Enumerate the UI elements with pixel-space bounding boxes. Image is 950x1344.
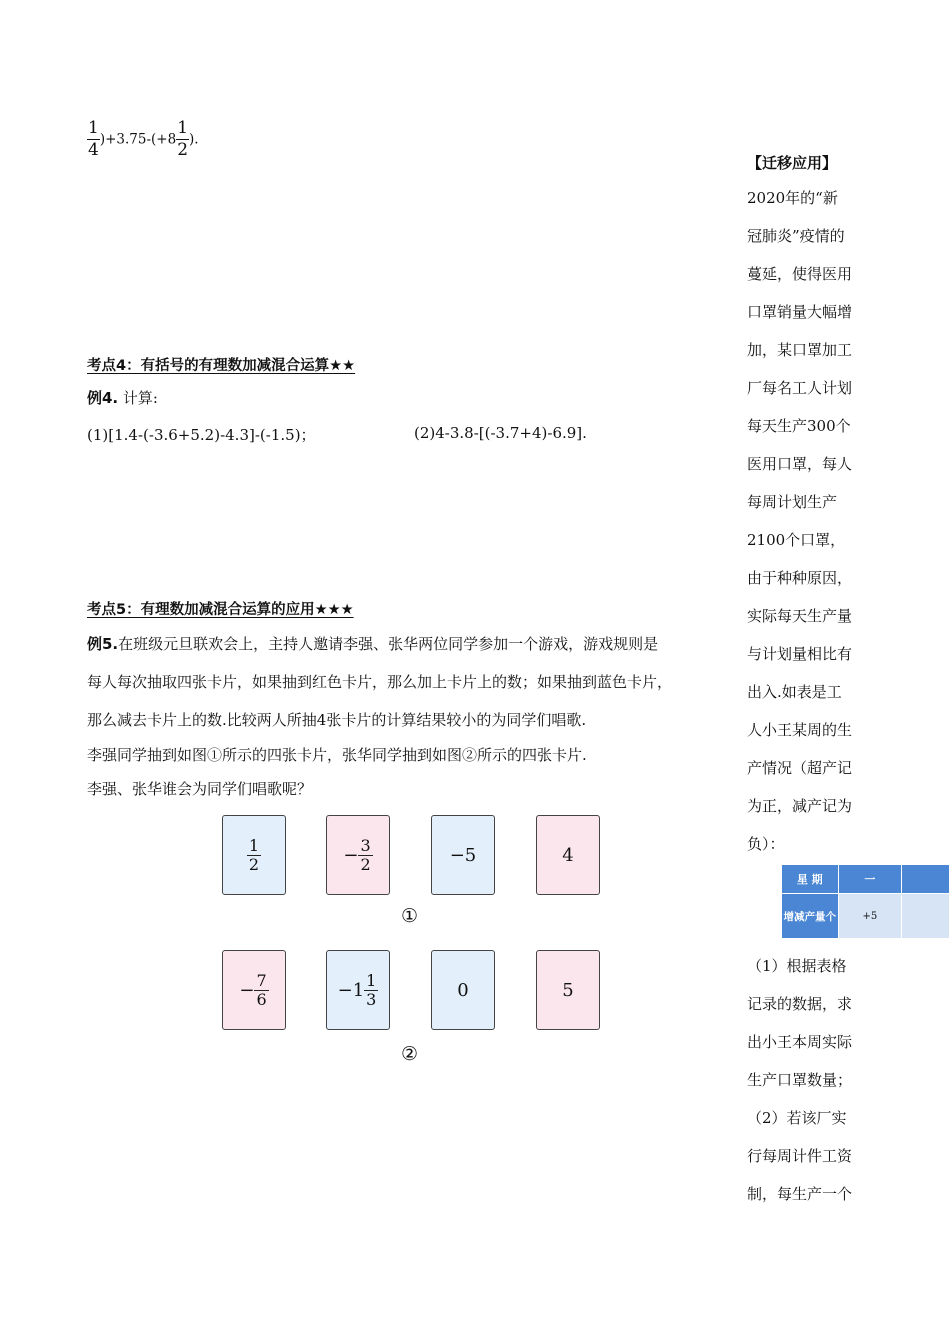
sidebar-line: 产情况（超产记 [747, 759, 853, 777]
sidebar-line: 医用口罩，每人 [747, 455, 853, 473]
sidebar-line: （1）根据表格 [747, 957, 847, 975]
card-value: 5 [562, 979, 574, 1001]
card-fraction [358, 835, 372, 874]
sidebar-line: 记录的数据，求 [747, 995, 853, 1013]
figure-label-1: ① [401, 905, 419, 927]
sidebar-line: 制，每生产一个 [747, 1185, 853, 1203]
example5-line-3: 那么减去卡片上的数.比较两人所抽4张卡片的计算结果较小的为同学们唱歌. [87, 711, 587, 729]
card-value: 0 [457, 979, 469, 1001]
card-value: 4 [562, 844, 574, 866]
sidebar-line: （2）若该厂实 [747, 1109, 847, 1127]
sidebar-line: 负）： [747, 835, 785, 853]
sidebar-line: 厂每名工人计划 [747, 379, 853, 397]
sidebar-line: 每天生产300个 [747, 417, 851, 435]
figure-label-2: ② [401, 1043, 419, 1065]
table-row [782, 894, 950, 939]
table-cell-next [902, 894, 950, 939]
numerator: 1 [366, 970, 377, 990]
numerator: 1 [248, 835, 260, 855]
week-table [781, 864, 950, 939]
example5-line-4: 李强同学抽到如图①所示的四张卡片，张华同学抽到如图②所示的四张卡片. [87, 746, 587, 764]
sidebar-line: 为正，减产记为 [747, 797, 853, 815]
card-sign: − [239, 979, 255, 1001]
card-fraction [247, 835, 261, 874]
expression-middle: )+3.75-(+8 [99, 131, 177, 148]
example5-label: 例5. [87, 635, 119, 653]
example5-line-1 [87, 633, 658, 654]
table-header-row [782, 865, 950, 894]
example4 [87, 387, 158, 408]
table-header-next [902, 865, 950, 894]
numerator: 1 [177, 118, 189, 138]
card-whole: −1 [337, 979, 365, 1001]
production-table [781, 864, 950, 939]
numerator: 1 [88, 118, 99, 138]
card-row2-2 [326, 950, 390, 1030]
expression-tail: ). [189, 131, 199, 148]
sidebar-line: 人小王某周的生 [747, 721, 853, 739]
sidebar-line: 出入.如表是工 [747, 683, 842, 701]
fraction [176, 120, 189, 159]
card-row1-4 [536, 815, 600, 895]
section4-heading: 考点4：有括号的有理数加减混合运算★★ [87, 358, 356, 374]
sidebar-line: 实际每天生产量 [747, 607, 853, 625]
top-expression [87, 120, 199, 159]
denominator: 4 [88, 140, 99, 160]
card-row2-1 [222, 950, 286, 1030]
numerator: 3 [360, 835, 371, 855]
card-row2-4 [536, 950, 600, 1030]
sidebar-line: 2100个口罩， [747, 531, 846, 549]
card-fraction [364, 970, 378, 1009]
card-value: −5 [449, 844, 477, 866]
table-header-label: 星 期 [782, 865, 839, 894]
sidebar-line: 行每周计件工资 [747, 1147, 853, 1165]
sidebar-line: 加，某口罩加工 [747, 341, 853, 359]
sidebar-line: 冠肺炎”疫情的 [747, 227, 845, 245]
example4-text: 计算: [122, 389, 158, 407]
card-fraction [254, 970, 268, 1009]
denominator: 2 [360, 854, 371, 874]
numerator: 7 [256, 970, 267, 990]
card-row1-1 [222, 815, 286, 895]
section5-heading: 考点5：有理数加减混合运算的应用★★★ [87, 602, 354, 618]
sidebar-line: 生产口罩数量； [747, 1071, 853, 1089]
sidebar-line: 每周计划生产 [747, 493, 838, 511]
sidebar-title: 【迁移应用】 [747, 154, 838, 172]
sidebar-text-top [747, 187, 852, 871]
denominator: 2 [177, 140, 189, 160]
card-row2-3 [431, 950, 495, 1030]
denominator: 2 [248, 854, 260, 874]
problem-1: (1)[1.4-(-3.6+5.2)-4.3]-(-1.5)； [87, 426, 316, 444]
sidebar-line: 出小王本周实际 [747, 1033, 853, 1051]
denominator: 3 [366, 989, 377, 1009]
fraction [87, 120, 100, 159]
card-sign: − [343, 844, 359, 866]
card-row1-3 [431, 815, 495, 895]
card-row1-2 [326, 815, 390, 895]
example5-line-2: 每人每次抽取四张卡片，如果抽到红色卡片，那么加上卡片上的数；如果抽到蓝色卡片， [87, 673, 673, 691]
problem-2: (2)4-3.8-[(-3.7+4)-6.9]. [414, 424, 587, 442]
sidebar-line: 蔓延，使得医用 [747, 265, 853, 283]
denominator: 6 [256, 989, 267, 1009]
sidebar-line: 由于种种原因， [747, 569, 853, 587]
table-header-day: 一 [838, 865, 902, 894]
sidebar-line: 与计划量相比有 [747, 645, 853, 663]
table-row-label: 增减产量个 [782, 894, 839, 939]
sidebar-text-bottom [747, 955, 852, 1221]
table-cell: +5 [838, 894, 902, 939]
sidebar-line: 口罩销量大幅增 [747, 303, 853, 321]
example4-label: 例4. [87, 389, 119, 407]
example5-line-5: 李强、张华谁会为同学们唱歌呢？ [87, 780, 313, 798]
sidebar-line: 2020年的“新 [747, 189, 838, 207]
example5-text: 在班级元旦联欢会上，主持人邀请李强、张华两位同学参加一个游戏，游戏规则是 [118, 635, 659, 653]
